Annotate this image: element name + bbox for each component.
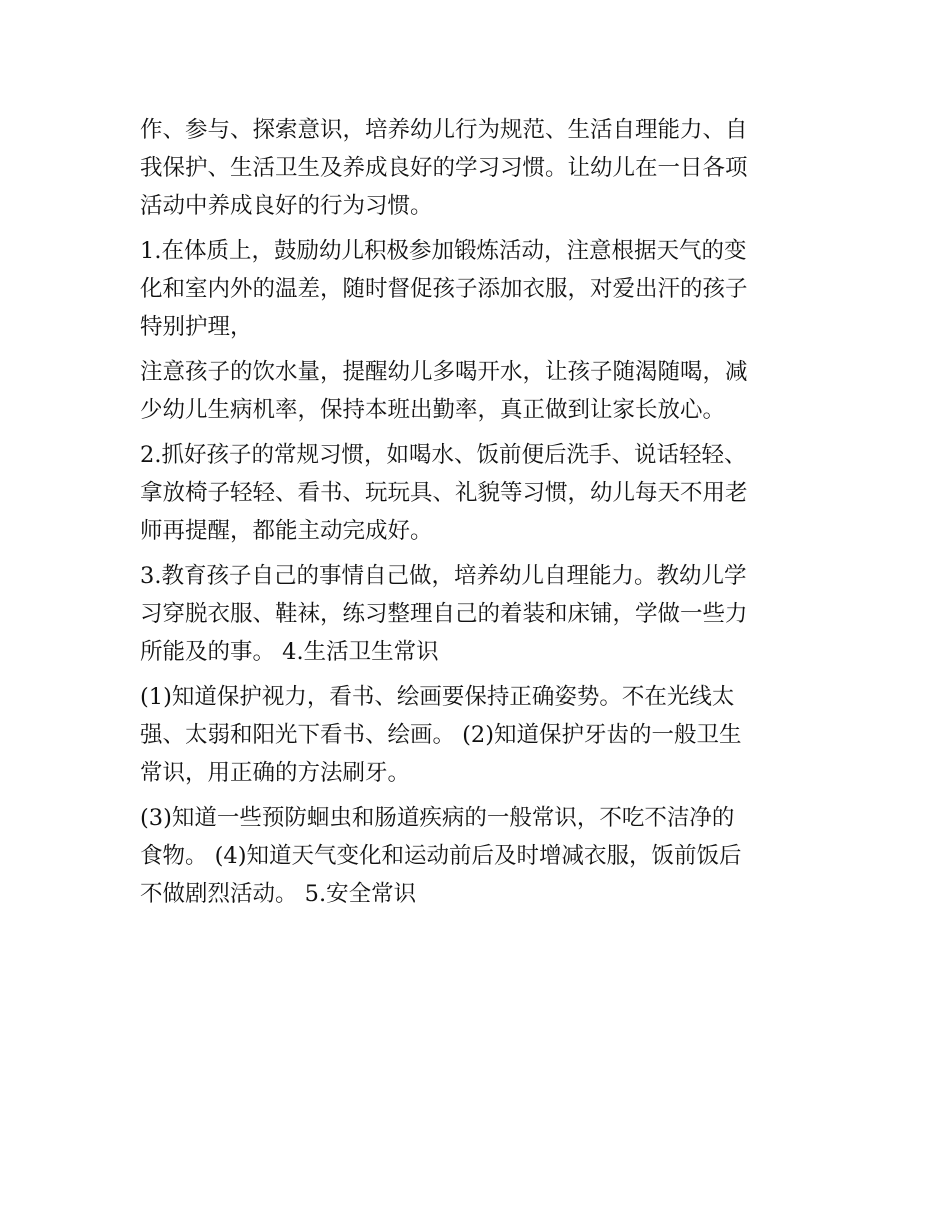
text-line: (1)知道保护视力，看书、绘画要保持正确姿势。不在光线太 <box>140 684 735 710</box>
text-line: 2.抓好孩子的常规习惯，如喝水、饭前便后洗手、说话轻轻、 <box>140 442 747 468</box>
text-line: 习穿脱衣服、鞋袜，练习整理自己的着装和床铺，学做一些力 <box>140 601 748 627</box>
text-line: 食物。 (4)知道天气变化和运动前后及时增减衣服，饭前饭后 <box>140 843 742 869</box>
text-line: 不做剧烈活动。 5.安全常识 <box>140 881 417 907</box>
text-line: 注意孩子的饮水量，提醒幼儿多喝开水，让孩子随渴随喝，减 <box>140 359 748 385</box>
paragraph-hydration <box>140 353 820 429</box>
text-line: 我保护、生活卫生及养成良好的学习习惯。让幼儿在一日各项 <box>140 155 748 181</box>
text-line: 拿放椅子轻轻、看书、玩玩具、礼貌等习惯，幼儿每天不用老 <box>140 480 748 506</box>
text-line: (3)知道一些预防蛔虫和肠道疾病的一般常识，不吃不洁净的 <box>140 805 735 831</box>
text-line: 强、太弱和阳光下看书、绘画。 (2)知道保护牙齿的一般卫生 <box>140 722 742 748</box>
paragraph-hygiene-1-2 <box>140 678 820 792</box>
paragraph-item-2 <box>140 436 820 550</box>
text-line: 师再提醒，都能主动完成好。 <box>140 518 433 544</box>
paragraph-item-1 <box>140 232 820 346</box>
text-line: 特别护理， <box>140 314 253 340</box>
text-line: 少幼儿生病机率，保持本班出勤率，真正做到让家长放心。 <box>140 397 726 423</box>
paragraph-intro <box>140 111 820 225</box>
paragraph-hygiene-3-4 <box>140 799 820 913</box>
text-line: 化和室内外的温差，随时督促孩子添加衣服，对爱出汗的孩子 <box>140 276 748 302</box>
text-line: 活动中养成良好的行为习惯。 <box>140 193 433 219</box>
text-line: 常识，用正确的方法刷牙。 <box>140 760 411 786</box>
text-line: 1.在体质上，鼓励幼儿积极参加锻炼活动，注意根据天气的变 <box>140 238 747 264</box>
body-text <box>140 111 820 913</box>
text-line: 所能及的事。 4.生活卫生常识 <box>140 639 439 665</box>
text-line: 作、参与、探索意识，培养幼儿行为规范、生活自理能力、自 <box>140 117 748 143</box>
paragraph-item-3 <box>140 557 820 671</box>
text-line: 3.教育孩子自己的事情自己做，培养幼儿自理能力。教幼儿学 <box>140 563 747 589</box>
